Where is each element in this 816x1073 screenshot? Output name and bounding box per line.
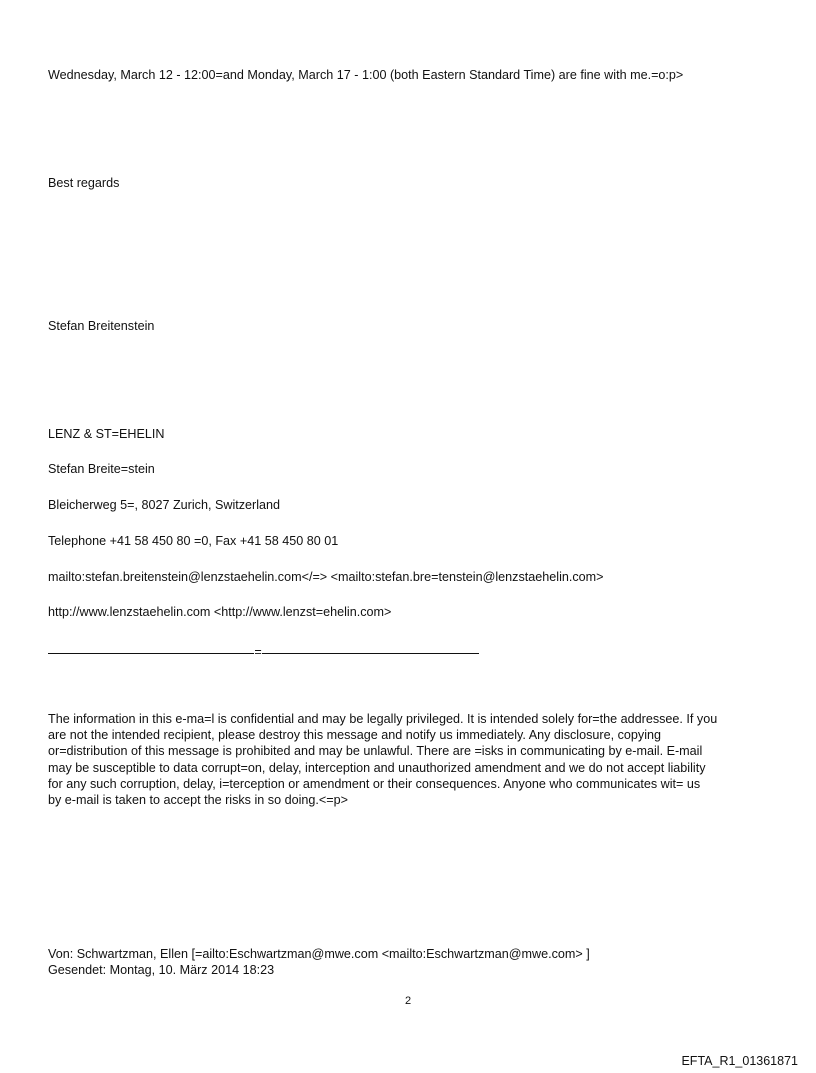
sender-name: Stefan Breitenstein <box>48 319 155 333</box>
disclaimer-line: for any such corruption, delay, i=terception or amendment or their consequences. Anyone who communicates wit= us <box>48 776 701 791</box>
disclaimer-line: by e-mail is taken to accept the risks in so doing.<=p> <box>48 793 348 808</box>
document-id: EFTA_R1_01361871 <box>681 1054 798 1068</box>
page-number: 2 <box>404 995 412 1007</box>
disclaimer-line: or=distribution of this message is prohibited and may be unlawful. There are =isks in communicating by e-mail. E-mail <box>48 744 703 759</box>
signature-website-link[interactable]: http://www.lenzstaehelin.com <http://www.lenzst=ehelin.com> <box>48 605 392 619</box>
signature-firm: LENZ & ST=EHELIN <box>48 427 165 441</box>
signature-email-link[interactable]: mailto:stefan.breitenstein@lenzstaehelin.com</=> <mailto:stefan.bre=tenstein@lenzstaehelin.com> <box>48 570 604 584</box>
disclaimer-line: The information in this e-ma=l is confidential and may be legally privileged. It is intended solely for=the addressee. If you <box>48 712 718 726</box>
separator-line-left <box>48 653 254 654</box>
closing-text: Best regards <box>48 176 120 190</box>
disclaimer-line: may be susceptible to data corrupt=on, delay, interception and unauthorized amendment and we do not accept liability <box>48 760 706 775</box>
signature-address: Bleicherweg 5=, 8027 Zurich, Switzerland <box>48 498 281 512</box>
signature-phone: Telephone +41 58 450 80 =0, Fax +41 58 450 80 01 <box>48 534 339 548</box>
signature-name: Stefan Breite=stein <box>48 462 155 476</box>
confidentiality-disclaimer <box>48 711 770 808</box>
schedule-line: Wednesday, March 12 - 12:00=and Monday, March 17 - 1:00 (both Eastern Standard Time) are fine with me.=o:p> <box>48 68 684 82</box>
forwarded-sent: Gesendet: Montag, 10. März 2014 18:23 <box>48 963 275 977</box>
separator-mark: = <box>254 645 262 659</box>
disclaimer-line: are not the intended recipient, please destroy this message and notify us immediately. Any disclosure, copying <box>48 728 662 743</box>
separator-line-right <box>262 653 479 654</box>
forwarded-from: Von: Schwartzman, Ellen [=ailto:Eschwartzman@mwe.com <mailto:Eschwartzman@mwe.com> ] <box>48 947 590 961</box>
